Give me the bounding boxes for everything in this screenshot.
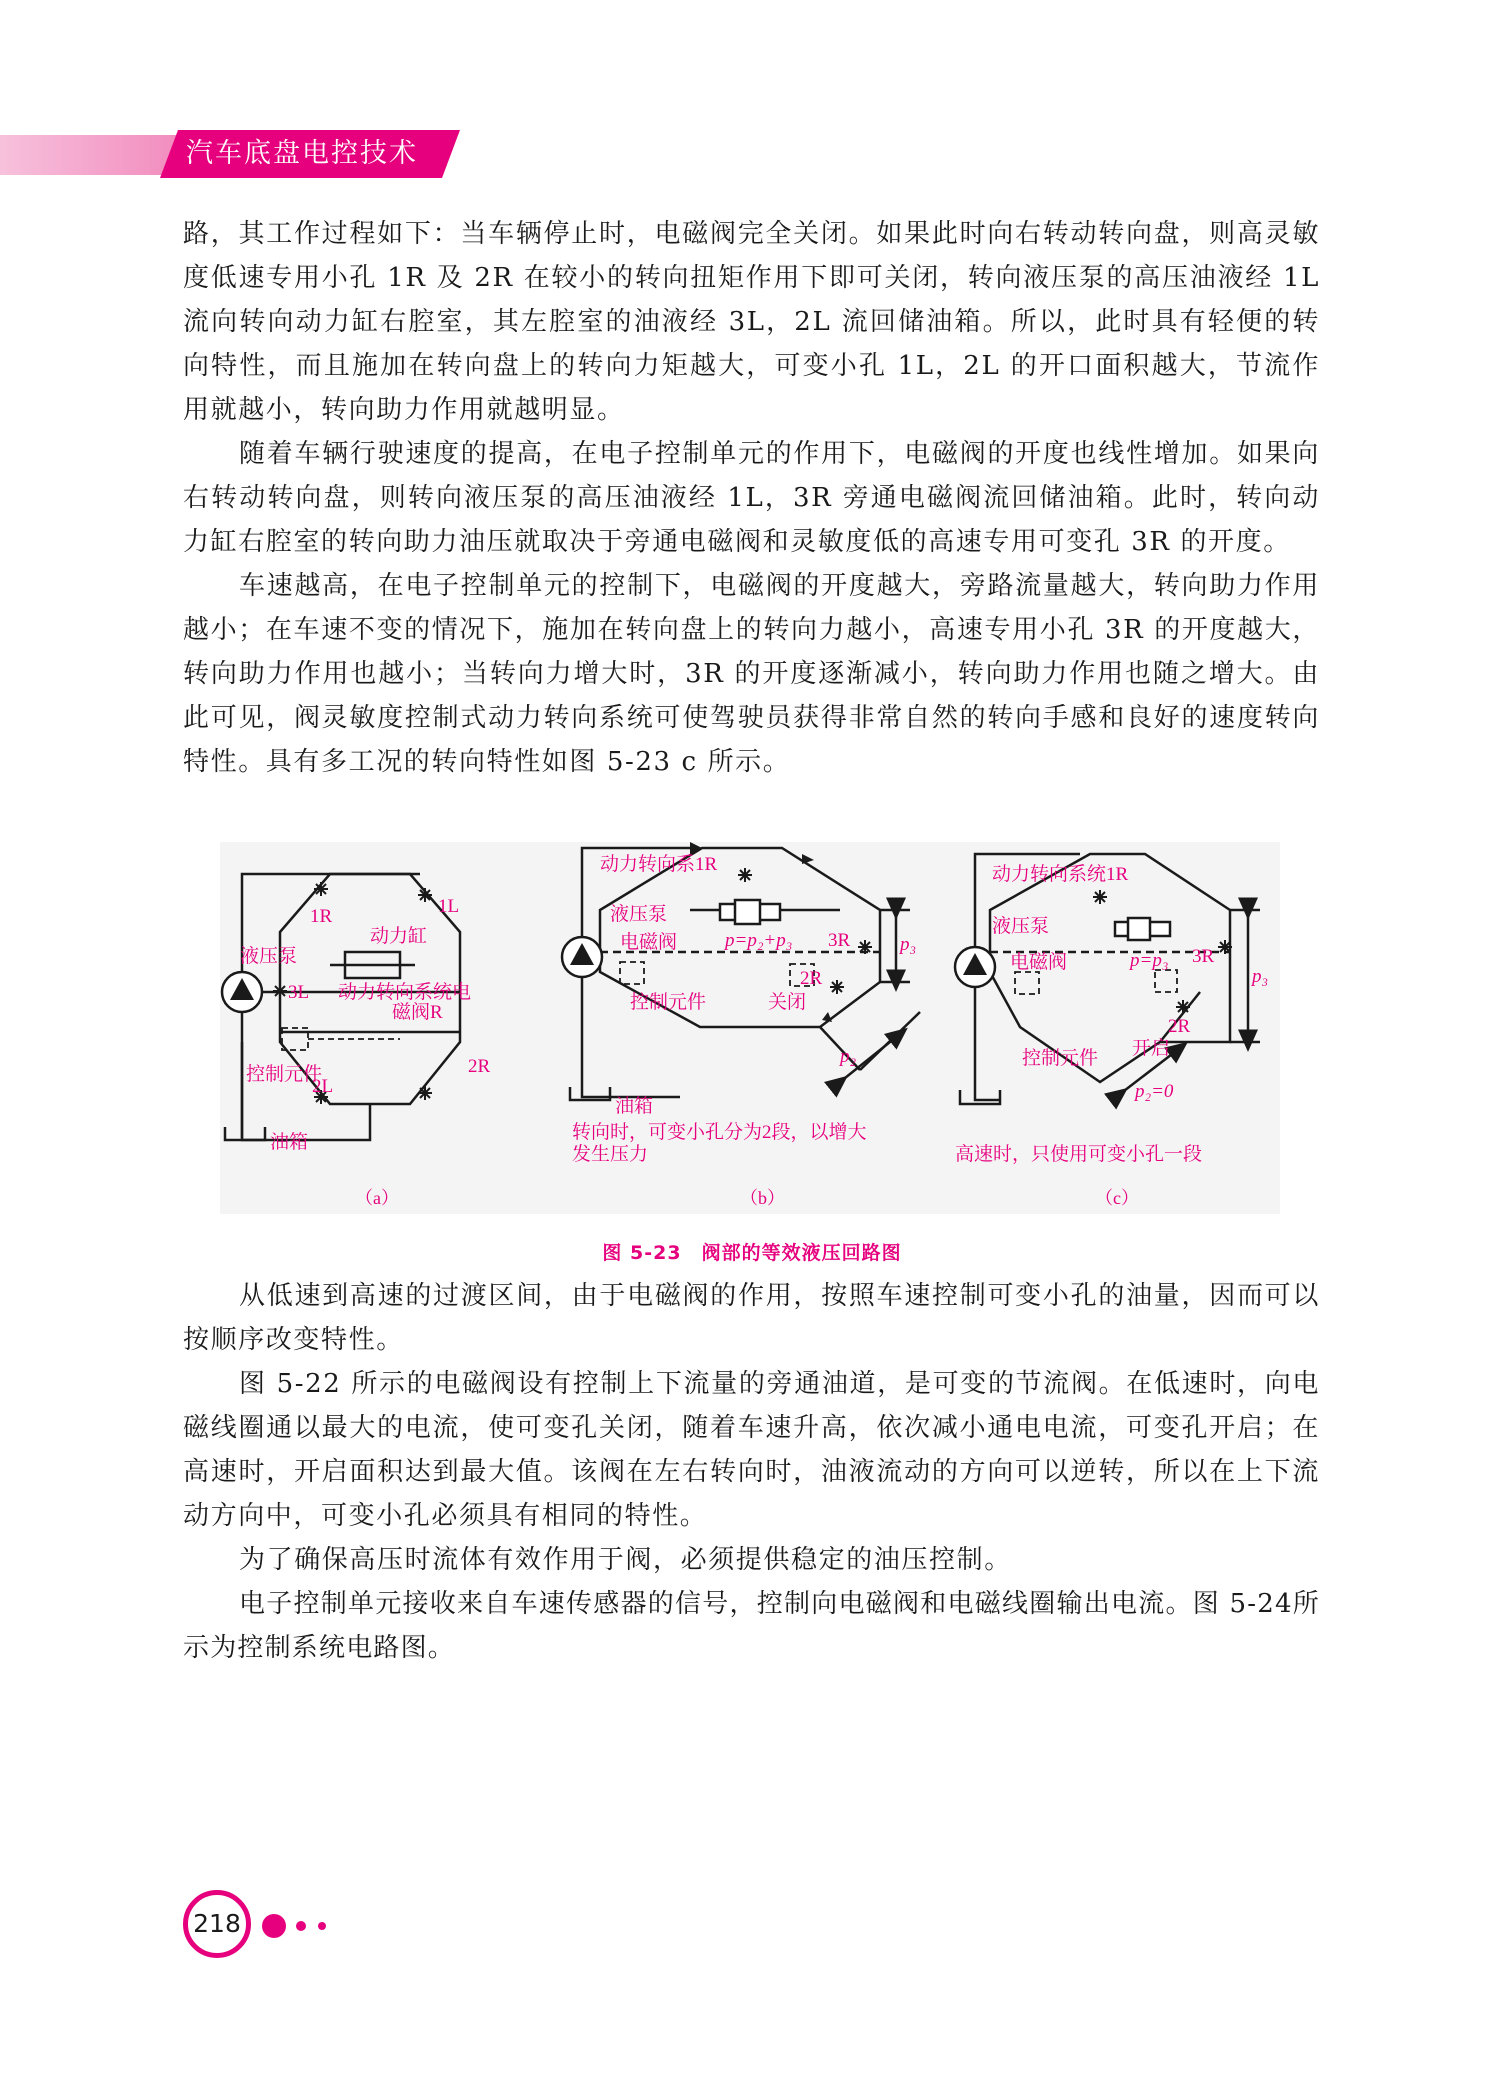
- label-p2-b: p₂: [840, 1046, 857, 1067]
- decor-dot-large: [262, 1914, 286, 1938]
- label-pump: 液压泵: [240, 946, 298, 967]
- label-3r-b: 3R: [828, 930, 851, 951]
- label-system-c: 动力转向系统1R: [992, 864, 1129, 885]
- label-3l: 3L: [288, 982, 310, 1003]
- diagram-a-pump: [222, 972, 262, 1012]
- label-p3-b: p₃: [900, 934, 917, 955]
- label-system: 动力转向系统电: [338, 982, 472, 1003]
- diagram-c: [975, 854, 1260, 1100]
- label-open: 开启: [1132, 1038, 1171, 1059]
- diagram-b: [582, 848, 920, 1097]
- book-title: 汽车底盘电控技术: [186, 138, 418, 169]
- note-b-1: 转向时，可变小孔分为2段，以增大: [572, 1122, 867, 1143]
- note-b-2: 发生压力: [572, 1144, 649, 1165]
- paragraph: 随着车辆行驶速度的提高，在电子控制单元的作用下，电磁阀的开度也线性增加。如果向右转动转向盘，则转向液压泵的高压油液经 1L，3R 旁通电磁阀流回储油箱。此时，转向动力缸右腔室的转向助力油压就取决于旁通电磁阀和灵敏度低的高速专用可变孔 3R 的开度。: [183, 439, 1320, 557]
- label-valve: 磁阀R: [392, 1002, 443, 1023]
- sublabel-a: （a）: [355, 1188, 399, 1208]
- figure-caption: 图 5-23 阀部的等效液压回路图: [602, 1242, 902, 1264]
- diagram-c-pump: [955, 947, 995, 987]
- diagram-a-tank: [225, 1127, 265, 1140]
- label-valve-c: 电磁阀: [1010, 952, 1068, 973]
- label-1r: 1R: [310, 906, 333, 927]
- body-text-top: [183, 212, 1320, 784]
- label-2r-c: 2R: [1168, 1016, 1191, 1037]
- label-tank: 油箱: [270, 1132, 309, 1153]
- label-tank-b: 油箱: [615, 1096, 654, 1117]
- page-number: 218: [183, 1890, 251, 1958]
- diagram-c-tank: [960, 1090, 1000, 1104]
- paragraph: 从低速到高速的过渡区间，由于电磁阀的作用，按照车速控制可变小孔的油量，因而可以按顺序改变特性。: [183, 1281, 1320, 1355]
- paragraph: 为了确保高压时流体有效作用于阀，必须提供稳定的油压控制。: [239, 1545, 1012, 1575]
- paragraph: 图 5-22 所示的电磁阀设有控制上下流量的旁通油道，是可变的节流阀。在低速时，向电磁线圈通以最大的电流，使可变孔关闭，随着车速升高，依次减小通电电流，可变孔开启；在高速时，开启面积达到最大值。该阀在左右转向时，油液流动的方向可以逆转，所以在上下流动方向中，可变小孔必须具有相同的特性。: [183, 1369, 1320, 1531]
- diagram-c-control-box: [1015, 970, 1177, 994]
- label-pressure-c: p=p₃: [1130, 950, 1169, 971]
- diagram-c-valve: [1115, 918, 1170, 940]
- diagram-b-pump: [562, 937, 602, 977]
- sublabel-c: （c）: [1095, 1188, 1139, 1208]
- sublabel-b: （b）: [740, 1188, 785, 1208]
- paragraph: 电子控制单元接收来自车速传感器的信号，控制向电磁阀和电磁线圈输出电流。图 5-24所示为控制系统电路图。: [183, 1589, 1320, 1663]
- diagram-b-valve: [720, 900, 780, 924]
- label-pressure-b: p=p₂+p₃: [725, 930, 793, 951]
- label-3r-c: 3R: [1192, 946, 1215, 967]
- label-cylinder: 动力缸: [370, 926, 428, 947]
- label-1l: 1L: [438, 896, 460, 917]
- diagram-b-control-box: [620, 962, 814, 986]
- label-2l: 2L: [312, 1076, 334, 1097]
- label-pump-b: 液压泵: [610, 904, 668, 925]
- body-text-bottom: [183, 1274, 1320, 1670]
- label-control-b: 控制元件: [630, 992, 707, 1013]
- decor-dot-medium: [296, 1921, 306, 1931]
- label-control-c: 控制元件: [1022, 1048, 1099, 1069]
- label-control: 控制元件: [246, 1064, 323, 1085]
- label-valve-b: 电磁阀: [620, 932, 678, 953]
- label-p2-c: p₂=0: [1135, 1081, 1174, 1102]
- hydraulic-circuit-figure: [220, 842, 1280, 1214]
- label-pump-c: 液压泵: [992, 916, 1050, 937]
- note-c: 高速时，只使用可变小孔一段: [955, 1144, 1203, 1165]
- label-p3-c: p₃: [1252, 966, 1269, 987]
- diagram-a-labels: [240, 896, 491, 1153]
- label-closed: 关闭: [768, 992, 807, 1013]
- paragraph: 车速越高，在电子控制单元的控制下，电磁阀的开度越大，旁路流量越大，转向助力作用越小；在车速不变的情况下，施加在转向盘上的转向力越小，高速专用小孔 3R 的开度越大，转向助力作用也越小；当转向力增大时，3R 的开度逐渐减小，转向助力作用也随之增大。由此可见，阀灵敏度控制式动力转向系统可使驾驶员获得非常自然的转向手感和良好的速度转向特性。具有多工况的转向特性如图 5-23 c 所示。: [183, 571, 1320, 777]
- label-system-b: 动力转向系1R: [600, 854, 718, 875]
- decor-dot-small: [318, 1922, 326, 1930]
- label-2r: 2R: [468, 1056, 491, 1077]
- paragraph: 路，其工作过程如下：当车辆停止时，电磁阀完全关闭。如果此时向右转动转向盘，则高灵敏度低速专用小孔 1R 及 2R 在较小的转向扭矩作用下即可关闭，转向液压泵的高压油液经 1L 流向转向动力缸右腔室，其左腔室的油液经 3L，2L 流回储油箱。所以，此时具有轻便的转向特性，而且施加在转向盘上的转向力矩越大，可变小孔 1L，2L 的开口面积越大，节流作用就越小，转向助力作用就越明显。: [183, 219, 1320, 425]
- label-2r-b: 2R: [800, 968, 823, 989]
- diagram-c-labels: [955, 863, 1268, 1165]
